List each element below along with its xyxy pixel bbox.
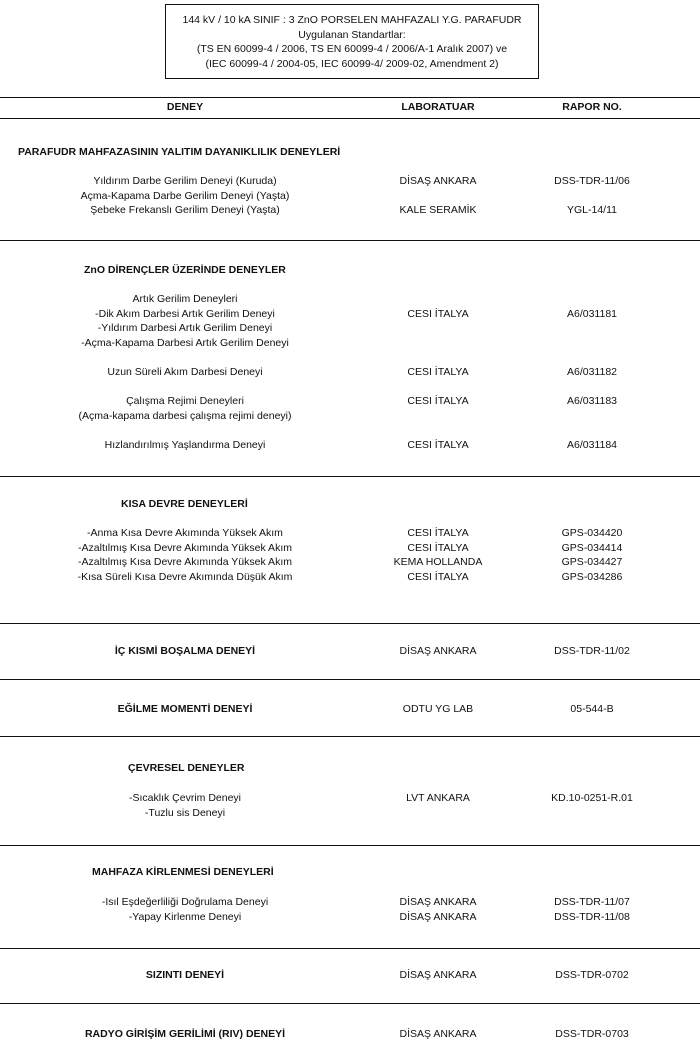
title-line-4: (IEC 60099-4 / 2004-05, IEC 60099-4/ 2009-02, Amendment 2): [205, 57, 499, 70]
section-short-circuit-tests: [0, 477, 700, 624]
title-line-1: 144 kV / 10 kA SINIF : 3 ZnO PORSELEN MAHFAZALI Y.G. PARAFUDR: [182, 14, 522, 26]
test-name: -Dik Akım Darbesi Artık Gerilim Deneyi: [95, 307, 275, 320]
test-name: -Azaltılmış Kısa Devre Akımında Yüksek Akım: [78, 541, 292, 554]
test-name: Uzun Süreli Akım Darbesi Deneyi: [107, 366, 263, 378]
report-number: DSS-TDR-0703: [555, 1028, 629, 1040]
test-name: -Yıldırım Darbesi Artık Gerilim Deneyi: [97, 322, 273, 334]
test-name: Çalışma Rejimi Deneyleri: [126, 395, 244, 407]
lab-name: CESI İTALYA: [407, 307, 469, 320]
section-title: KISA DEVRE DENEYLERİ: [121, 498, 248, 510]
section-riv-test: [0, 1004, 700, 1060]
test-name: Hızlandırılmış Yaşlandırma Deneyi: [104, 439, 266, 451]
report-number: DSS-TDR-11/08: [554, 910, 630, 923]
report-number: DSS-TDR-11/06: [554, 175, 630, 187]
lab-name: CESI İTALYA: [407, 570, 469, 583]
lab-name: CESI İTALYA: [407, 395, 469, 407]
column-header-test: DENEY: [166, 101, 204, 113]
title-line-2: Uygulanan Standartlar:: [298, 28, 406, 41]
test-name: -Isıl Eşdeğerliliği Doğrulama Deneyi: [101, 896, 269, 908]
section-title: ZnO DİRENÇLER ÜZERİNDE DENEYLER: [84, 264, 286, 276]
lab-name: KEMA HOLLANDA: [393, 556, 483, 568]
test-name: (Açma-kapama darbesi çalışma rejimi deneyi): [78, 409, 292, 422]
report-number: A6/031181: [566, 307, 618, 320]
lab-name: DİSAŞ ANKARA: [399, 969, 477, 981]
test-report-table: [0, 97, 700, 1060]
section-title: MAHFAZA KİRLENMESİ DENEYLERİ: [92, 866, 274, 878]
section-insulation-tests: [0, 119, 700, 241]
report-number: GPS-034420: [561, 527, 623, 539]
lab-name: DİSAŞ ANKARA: [399, 910, 477, 923]
lab-name: DİSAŞ ANKARA: [399, 645, 477, 657]
document-title-box: [165, 4, 539, 79]
test-name: -Yapay Kirlenme Deneyi: [128, 910, 242, 923]
test-name: Açma-Kapama Darbe Gerilim Deneyi (Yaşta): [80, 189, 290, 202]
lab-name: DİSAŞ ANKARA: [399, 175, 477, 187]
lab-name: CESI İTALYA: [407, 541, 469, 554]
lab-name: DİSAŞ ANKARA: [399, 896, 477, 908]
report-number: A6/031182: [566, 366, 618, 378]
lab-name: LVT ANKARA: [406, 792, 470, 804]
test-name: -Kısa Süreli Kısa Devre Akımında Düşük Akım: [77, 570, 293, 583]
lab-name: CESI İTALYA: [407, 366, 469, 378]
report-number: GPS-034427: [561, 556, 623, 568]
lab-name: CESI İTALYA: [407, 527, 469, 539]
report-number: DSS-TDR-11/07: [554, 896, 630, 908]
section-leakage-test: [0, 949, 700, 1004]
section-title: PARAFUDR MAHFAZASININ YALITIM DAYANIKLILIK DENEYLERİ: [18, 146, 341, 158]
column-header-lab: LABORATUAR: [401, 101, 475, 113]
test-name: Şebeke Frekanslı Gerilim Deneyi (Yaşta): [90, 204, 280, 216]
section-title: EĞİLME MOMENTİ DENEYİ: [117, 703, 253, 715]
lab-name: KALE SERAMİK: [399, 204, 477, 216]
test-name: -Azaltılmış Kısa Devre Akımında Yüksek Akım: [78, 556, 292, 568]
section-title: RADYO GİRİŞİM GERİLİMİ (RIV) DENEYİ: [84, 1028, 286, 1040]
section-title: SIZINTI DENEYİ: [145, 969, 225, 981]
test-name: Yıldırım Darbe Gerilim Deneyi (Kuruda): [93, 175, 277, 187]
report-number: DSS-TDR-0702: [555, 969, 629, 981]
report-number: A6/031183: [566, 395, 618, 407]
table-header: [0, 98, 700, 119]
section-title: İÇ KISMİ BOŞALMA DENEYİ: [114, 645, 256, 657]
section-partial-discharge-test: [0, 624, 700, 680]
report-number: DSS-TDR-11/02: [554, 645, 630, 657]
report-number: YGL-14/11: [566, 204, 617, 216]
report-number: GPS-034414: [561, 541, 623, 554]
lab-name: ODTU YG LAB: [402, 703, 474, 715]
section-title: ÇEVRESEL DENEYLER: [128, 762, 245, 774]
lab-name: DİSAŞ ANKARA: [399, 1028, 477, 1040]
section-bending-moment-test: [0, 680, 700, 737]
section-housing-pollution-tests: [0, 846, 700, 949]
test-name: -Anma Kısa Devre Akımında Yüksek Akım: [87, 527, 283, 539]
test-name: Artık Gerilim Deneyleri: [132, 293, 238, 305]
report-number: 05-544-B: [570, 703, 614, 715]
report-number: GPS-034286: [561, 570, 623, 583]
title-line-3: (TS EN 60099-4 / 2006, TS EN 60099-4 / 2006/A-1 Aralık 2007) ve: [196, 43, 508, 55]
section-environmental-tests: [0, 737, 700, 846]
report-number: A6/031184: [566, 439, 618, 451]
test-name: -Tuzlu sis Deneyi: [144, 806, 226, 819]
report-number: KD.10-0251-R.01: [551, 792, 633, 804]
column-header-report: RAPOR NO.: [562, 101, 622, 113]
test-name: -Sıcaklık Çevrim Deneyi: [128, 792, 242, 804]
lab-name: CESI İTALYA: [407, 439, 469, 451]
section-zno-resistor-tests: [0, 241, 700, 477]
test-name: -Açma-Kapama Darbesi Artık Gerilim Deneyi: [81, 336, 289, 349]
